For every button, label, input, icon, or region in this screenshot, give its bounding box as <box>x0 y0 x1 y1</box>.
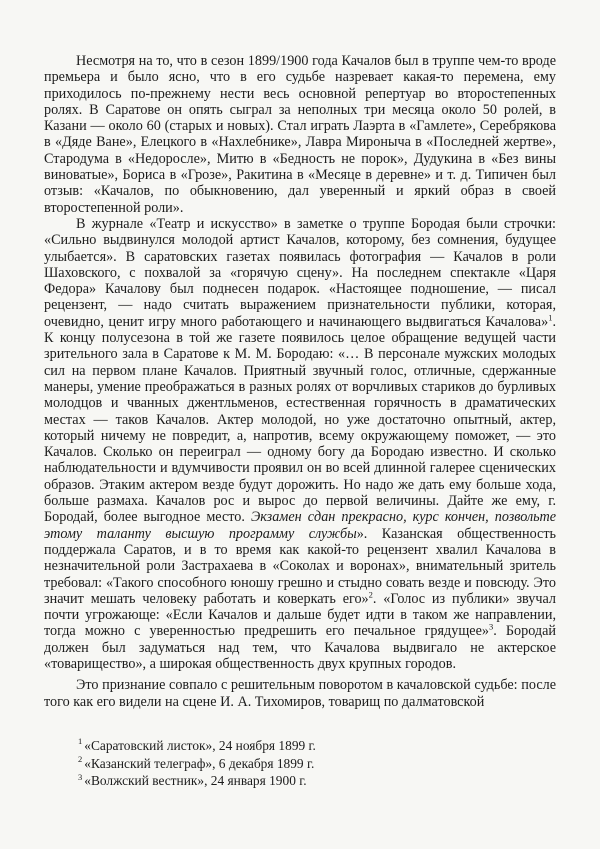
footnote-1-marker: 1 <box>78 736 83 747</box>
footnote-3-marker: 3 <box>78 772 83 782</box>
footnote-1-text: «Саратовский листок», 24 ноября 1899 г. <box>84 737 316 753</box>
paragraph-2 <box>44 216 556 672</box>
footnote-2 <box>78 755 556 773</box>
paragraph-1-text: Несмотря на то, что в сезон 1899/1900 года Качалов был в труппе чем-то вроде премьера и было ясно, что в его судьбе назревает какая-то перемена, ему приходилось по-прежнему нести весь основной репертуар во второстепенных ролях. В Саратове он опять сыграл за неполных три месяца около 50 ролей, в Казани — около 60 (старых и новых). Стал играть Лаэрта в «Гамлете», Серебрякова в «Дяде Ване», Елецкого в «Нахлебнике», Лавра Мироныча в «Последней жертве», Стародума в «Недоросле», Митю в «Бедность не порок», Дудукина в «Без вины виноватые», Бориса в «Грозе», Ракитина в «Месяце в деревне» и т. д. Типичен был отзыв: «Качалов, по обыкновению, дал уверенный и яркий образ в своей второстепенной роли». <box>44 53 556 216</box>
paragraph-2-text-d: . «Голос из публики» звучал почти угрожающе: «Если Качалов и дальше будет идти в таком же направлении, тогда можно с уверенностью предрешить его печальное грядущее» <box>44 590 556 640</box>
paragraph-2-italic-quote: Экзамен сдан прекрасно, курс кончен, позвольте этому таланту высшую программу службы <box>44 509 556 542</box>
footnote-3-text: «Волжский вестник», 24 января 1900 г. <box>84 773 307 789</box>
footnotes-section <box>44 737 556 790</box>
paragraph-1 <box>44 53 556 216</box>
footnote-ref-1: 1 <box>548 312 553 323</box>
footnote-ref-3: 3 <box>488 621 494 632</box>
paragraph-2-text-b: . К концу полусезона в той же газете появилось целое обращение ведущей части зрительного зала в Саратове к М. М. Бородаю: «… В персонале мужских молодых сил на первом плане Качалов. Приятный звучный голос, отличные, сдержанные манеры, умение преображаться в разных ролях от ворчливых стариков до бурливых молодцов и чванных джентльменов, естественная горячность в драматических местах — таков Качалов. Актер молодой, но уже достаточно опытный, актер, который ничему не повредит, а, напротив, всему окружающему поможет, — это Качалов. Сколько он переиграл — одному богу да Бородаю известно. И сколько наблюдательности и вдумчивости проявил он во всей длинной галерее сценических образов. Этаким актером везде будут дорожить. Но надо же дать ему больше хода, больше размаха. Качалов рос и вырос до первой величины. Дайте же ему, г. Бородай, более выгодное место. <box>44 313 556 526</box>
paragraph-3-text: Это признание совпало с решительным поворотом в качаловской судьбе: после того как его видели на сцене И. А. Тихомиров, товарищ по далматовской <box>44 677 556 710</box>
footnote-2-marker: 2 <box>78 754 83 765</box>
paragraph-3 <box>44 677 556 710</box>
footnote-2-text: «Казанский телеграф», 6 декабря 1899 г. <box>84 755 315 771</box>
footnote-3 <box>78 772 556 790</box>
paragraph-2-text-e: . Бородай должен был задуматься над тем, что Качалова выдвигало не актерское «товарищество», а широкая общественность двух крупных городов. <box>44 623 556 672</box>
paragraph-2-text-a: В журнале «Театр и искусство» в заметке о труппе Бородая были строчки: «Сильно выдвинулся молодой артист Качалов, которому, без сомнения, будущее улыбается». В саратовских газетах появилась фотография — Качалов в роли Шаховского, с похвалой за «горячую сцену». На последнем спектакле «Царя Федора» Качалову был поднесен подарок. «Настоящее подношение, — писал рецензент, — надо считать выражением признательности публики, которая, очевидно, ценит игру много работающего и начинающего выдвигаться Качалова» <box>44 215 556 330</box>
footnote-1 <box>78 737 556 755</box>
footnote-ref-2: 2 <box>368 589 373 600</box>
paragraph-2-text-c: ». Казанская общественность поддержала Саратов, и в то время как какой-то рецензент хвалил Качалова в незначительной роли Застрахаева в «Соколах и воронах», внимательный зритель требовал: «Такого способного юношу грешно и стыдно совать везде и повсюду. Это значит мешать человеку работать и коверкать его» <box>44 525 557 607</box>
